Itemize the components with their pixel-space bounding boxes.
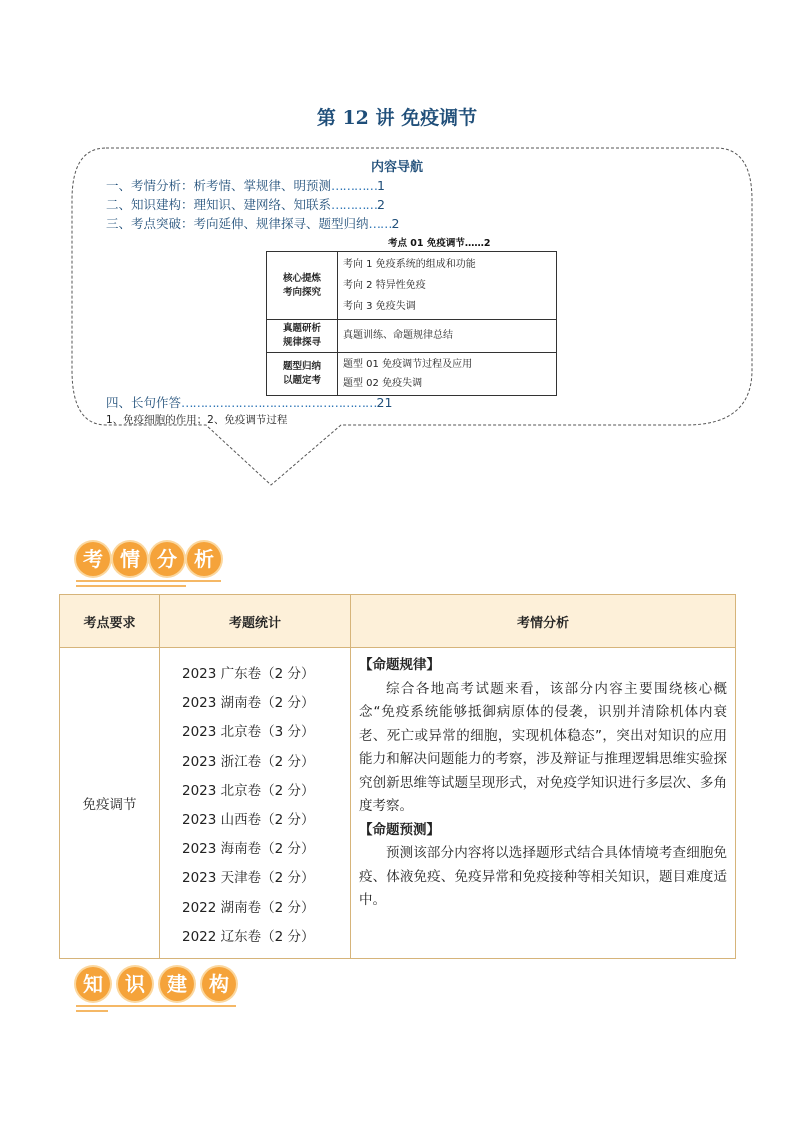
section-badge-zhishi [76,967,246,1011]
outline-row[interactable]: 真题训练、命题规律总结 [343,330,453,341]
stat-item: 2023 浙江卷（2 分） [182,753,315,770]
badge-char: 识 [118,967,152,1001]
outline-group-rows [338,252,557,320]
analysis-paragraph-prediction: 预测该部分内容将以选择题形式结合具体情境考查细胞免疫、体液免疫、免疫异常和免疫接种等相关知识，题目难度适中。 [359,845,727,908]
stat-item: 2022 辽东卷（2 分） [182,928,315,945]
outline-row[interactable]: 题型 01 免疫调节过程及应用 [343,359,473,370]
badge-char: 分 [150,542,184,576]
nav-heading: 内容导航 [370,160,423,175]
stat-item: 2023 北京卷（2 分） [182,782,315,799]
analysis-cell [351,648,736,959]
header-stats: 考题统计 [160,595,351,648]
badge-char: 建 [160,967,194,1001]
outline-group-rows [338,320,557,353]
analysis-heading-prediction: 【命题预测】 [359,821,440,838]
nav-item-long-answer[interactable]: 四、长句作答……………………………………………21 [106,395,393,410]
requirement-cell: 免疫调节 [60,648,160,959]
badge-char: 考 [76,542,110,576]
outline-group-head: 核心提炼 考向探究 [267,252,338,320]
badge-char: 构 [202,967,236,1001]
analysis-paragraph-rule: 综合各地高考试题来看，该部分内容主要围绕核心概念“免疫系统能够抵御病原体的侵袭，识别并清除机体内衰老、死亡或异常的细胞，实现机体稳态”，突出对知识的应用能力和解决问题能力的考察，涉及辩证与推理逻辑思维实验探究创新思维等试题呈现形式，对免疫学知识进行多层次、多角度考察。 [359,680,727,814]
nav-item-breakthrough[interactable]: 三、考点突破：考向延伸、规律探寻、题型归纳……2 [106,216,400,231]
stat-item: 2023 天津卷（2 分） [182,870,315,887]
badge-char: 情 [113,542,147,576]
nav-item-knowledge[interactable]: 二、知识建构：理知识、建网络、知联系…………2 [106,197,385,212]
analysis-heading-rule: 【命题规律】 [359,657,440,673]
nav-item-analysis[interactable]: 一、考情分析：析考情、掌规律、明预测…………1 [106,178,385,193]
outline-row[interactable]: 考向 3 免疫失调 [343,301,416,312]
stat-item: 2023 山西卷（2 分） [182,812,315,829]
outline-row[interactable]: 考向 1 免疫系统的组成和功能 [343,259,476,270]
stat-item: 2023 海南卷（2 分） [182,841,315,858]
stat-item: 2023 广东卷（2 分） [182,666,315,682]
badge-char: 知 [76,967,110,1001]
outline-group-rows [338,353,557,396]
stat-item: 2023 湖南卷（2 分） [182,695,315,712]
outline-row[interactable]: 考向 2 特异性免疫 [343,280,426,291]
header-analysis: 考情分析 [351,595,736,648]
stat-item: 2022 湖南卷（2 分） [182,899,315,916]
badge-char: 析 [187,542,221,576]
nav-outline-table [266,251,557,396]
exam-analysis-table [59,594,736,959]
section-badge-kaoqing [76,542,226,586]
stats-cell [160,648,351,959]
long-answer-topics: 1、免疫细胞的作用；2、免疫调节过程 [106,414,288,426]
stat-item: 2023 北京卷（3 分） [182,724,315,741]
page-title: 第 12 讲 免疫调节 [316,107,478,129]
outline-group-head: 题型归纳 以题定考 [267,353,338,396]
header-requirement: 考点要求 [60,595,160,648]
outline-group-head: 真题研析 规律探寻 [267,320,338,353]
kaodian-title: 考点 01 免疫调节……2 [388,238,491,249]
outline-row[interactable]: 题型 02 免疫失调 [343,378,423,389]
